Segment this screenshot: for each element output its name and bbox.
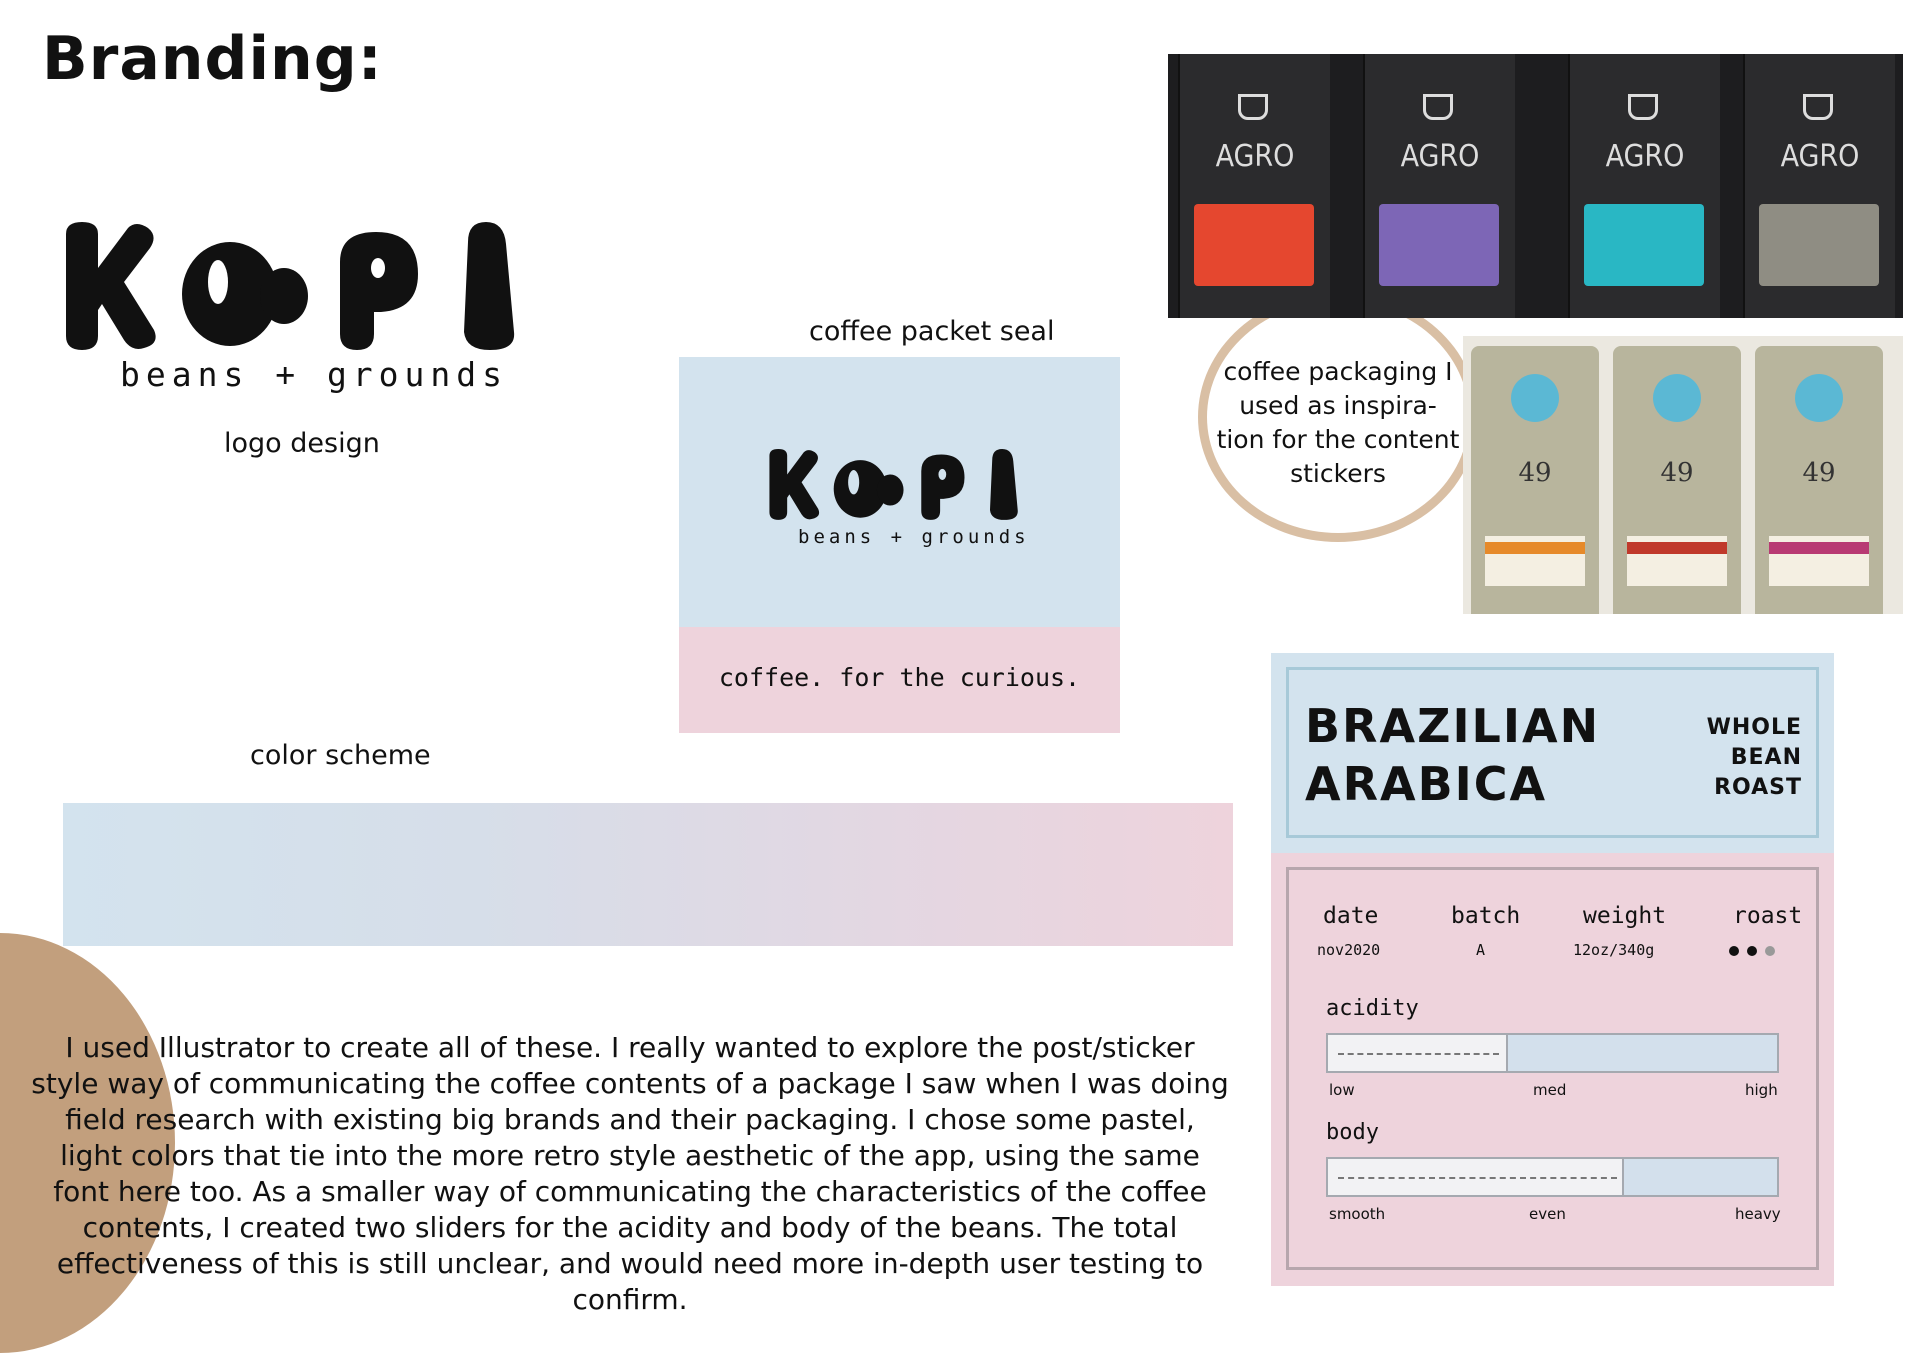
content-sticker bbox=[1271, 653, 1834, 1286]
logo-tagline: beans + grounds bbox=[120, 355, 509, 394]
filter-stamp bbox=[1653, 374, 1701, 422]
page-title: Branding: bbox=[42, 24, 383, 94]
bag-2 bbox=[1613, 346, 1741, 614]
acidity-slider[interactable] bbox=[1326, 1033, 1779, 1073]
meta-date-value: nov2020 bbox=[1317, 941, 1381, 959]
meta-weight-label: weight bbox=[1583, 903, 1667, 929]
sticker-body bbox=[1271, 853, 1834, 1286]
coffee-kind-line2: BEAN bbox=[1730, 745, 1802, 770]
bag-number: 49 bbox=[1518, 458, 1552, 488]
bag-strip bbox=[1485, 542, 1585, 554]
seal-tagline: beans + grounds bbox=[798, 526, 1030, 548]
body-title: body bbox=[1326, 1120, 1379, 1145]
bag-2 bbox=[1363, 54, 1515, 318]
roast-dot bbox=[1765, 946, 1775, 956]
acidity-label-med: med bbox=[1533, 1081, 1567, 1099]
seal-kopi-logo-graphic bbox=[765, 447, 1031, 523]
coffee-kind-line1: WHOLE bbox=[1706, 715, 1802, 740]
bag-3 bbox=[1568, 54, 1720, 318]
meta-date-label: date bbox=[1323, 903, 1379, 929]
color-scheme-gradient bbox=[63, 803, 1233, 946]
bag-3 bbox=[1755, 346, 1883, 614]
photo-parallel-coffee-bags bbox=[1463, 336, 1903, 614]
bag-number: 49 bbox=[1660, 458, 1694, 488]
filter-stamp bbox=[1795, 374, 1843, 422]
logo-caption: logo design bbox=[224, 428, 380, 459]
cup-icon bbox=[1628, 94, 1658, 120]
bag-brand: AGRO bbox=[1400, 139, 1480, 174]
filter-stamp bbox=[1511, 374, 1559, 422]
meta-roast-label: roast bbox=[1733, 903, 1803, 929]
bag-label bbox=[1759, 204, 1879, 286]
meta-batch-value: A bbox=[1476, 941, 1486, 959]
body-slider-fill bbox=[1328, 1159, 1624, 1195]
bag-1 bbox=[1471, 346, 1599, 614]
coffee-kind-line3: ROAST bbox=[1714, 775, 1802, 800]
bag-label bbox=[1194, 204, 1314, 286]
bag-label bbox=[1379, 204, 1499, 286]
cup-icon bbox=[1423, 94, 1453, 120]
bag-brand: AGRO bbox=[1605, 139, 1685, 174]
bag-number: 49 bbox=[1802, 458, 1836, 488]
roast-dot bbox=[1747, 946, 1757, 956]
acidity-label-high: high bbox=[1745, 1081, 1778, 1099]
meta-weight-value: 12oz/340g bbox=[1573, 941, 1655, 959]
acidity-slider-dash bbox=[1338, 1053, 1499, 1055]
color-scheme-caption: color scheme bbox=[250, 740, 431, 771]
bag-brand: AGRO bbox=[1215, 139, 1295, 174]
body-slider-dash bbox=[1338, 1177, 1617, 1179]
coffee-name-line1: BRAZILIAN bbox=[1305, 699, 1601, 753]
acidity-title: acidity bbox=[1326, 996, 1419, 1021]
roast-dot bbox=[1729, 946, 1739, 956]
seal-logo-wordmark bbox=[765, 447, 1031, 527]
body-label-heavy: heavy bbox=[1735, 1205, 1781, 1223]
body-label-smooth: smooth bbox=[1329, 1205, 1386, 1223]
kopi-logo-graphic bbox=[58, 222, 538, 352]
cup-icon bbox=[1803, 94, 1833, 120]
coffee-kind bbox=[1707, 713, 1802, 803]
bag-strip bbox=[1627, 542, 1727, 554]
seal-slogan: coffee. for the curious. bbox=[718, 663, 1081, 692]
sticker-header bbox=[1271, 653, 1834, 853]
acidity-slider-fill bbox=[1328, 1035, 1508, 1071]
bag-label bbox=[1584, 204, 1704, 286]
bag-1 bbox=[1178, 54, 1330, 318]
inspiration-caption: coffee packaging I used as inspira- tion for the content stickers bbox=[1216, 357, 1460, 488]
bag-4 bbox=[1743, 54, 1895, 318]
coffee-name bbox=[1305, 697, 1600, 813]
seal-caption: coffee packet seal bbox=[809, 316, 1055, 347]
bag-strip bbox=[1769, 542, 1869, 554]
acidity-label-low: low bbox=[1329, 1081, 1355, 1099]
bag-brand: AGRO bbox=[1780, 139, 1860, 174]
body-slider[interactable] bbox=[1326, 1157, 1779, 1197]
description-paragraph: I used Illustrator to create all of these. I really wanted to explore the post/sticker style way of communicating the coffee contents of a package I saw when I was doing field research with existing big brands and their packaging. I chose some pastel, light colors that tie into the more retro style aesthetic of the app, using the same font here too. As a smaller way of communicating the characteristics of the coffee contents, I created two sliders for the acidity and body of the beans. The total effectiveness of this is still unclear, and would need more in-depth user testing to confirm. bbox=[31, 1031, 1229, 1316]
meta-batch-label: batch bbox=[1451, 903, 1521, 929]
logo-wordmark bbox=[58, 222, 538, 352]
body-label-even: even bbox=[1529, 1205, 1566, 1223]
cup-icon bbox=[1238, 94, 1268, 120]
photo-agro-coffee-bags bbox=[1168, 54, 1903, 318]
coffee-name-line2: ARABICA bbox=[1305, 757, 1548, 811]
